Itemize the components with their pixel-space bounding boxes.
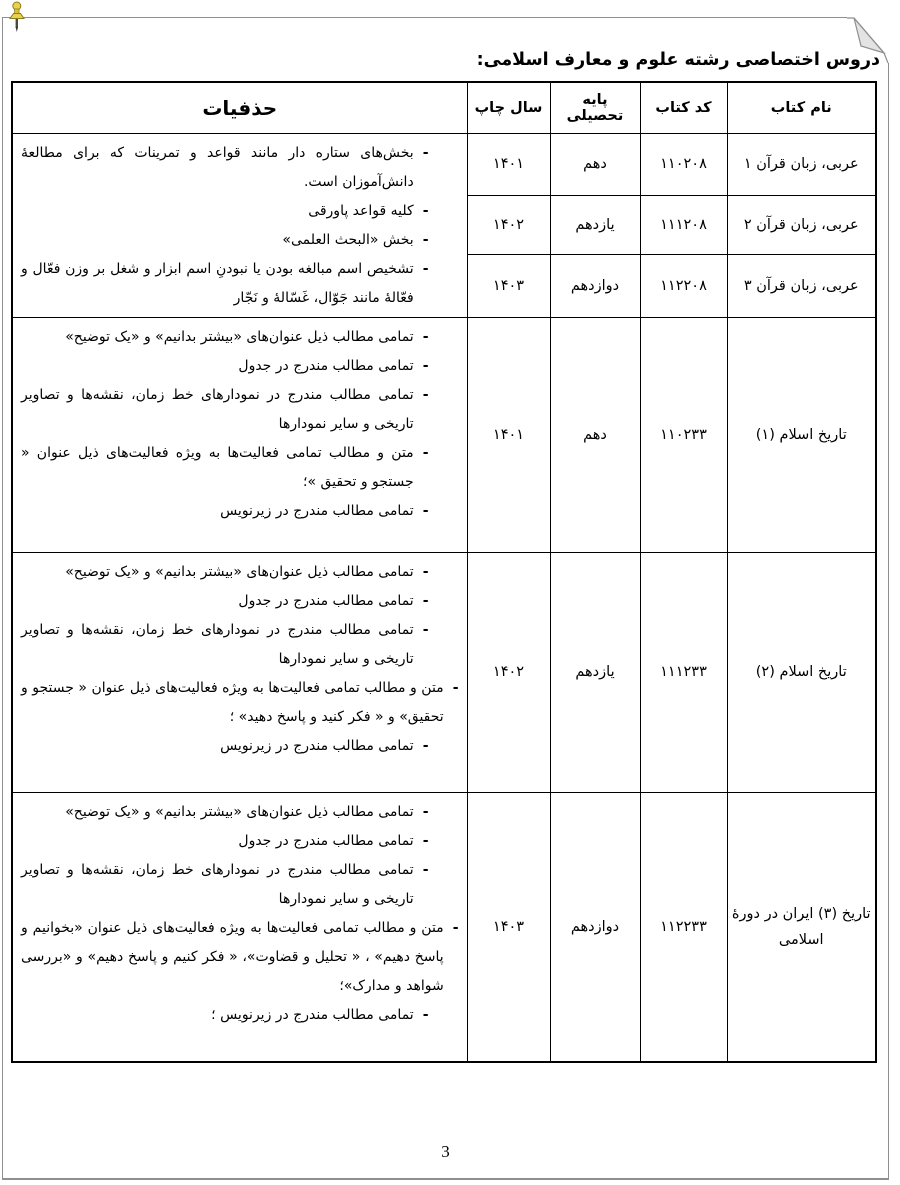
- print-year-cell: ۱۴۰۲: [467, 195, 550, 254]
- document-page: [2, 17, 889, 1180]
- book-name-cell: تاریخ اسلام (۱): [727, 317, 876, 552]
- book-code-cell: ۱۱۲۲۰۸: [640, 255, 727, 317]
- dash-marker: -: [422, 144, 429, 161]
- deletion-item: - متن و مطالب تمامی فعالیت‌ها به ویژه فعالیت‌های ذیل عنوان «بخوانیم و پاسخ دهیم» ، « تحلیل و قضاوت»، « فکر کنیم و پاسخ دهیم» و «بررسی شواهد و مدارک»؛: [21, 914, 463, 1001]
- dash-marker: -: [452, 919, 459, 936]
- book-name-cell: عربی، زبان قرآن ۳: [727, 255, 876, 317]
- book-code-cell: ۱۱۰۲۰۸: [640, 133, 727, 195]
- col-header-grade: پایه تحصیلی: [550, 82, 640, 133]
- dash-marker: -: [422, 621, 429, 638]
- table-row: [12, 552, 876, 792]
- grade-cell: دهم: [550, 317, 640, 552]
- dash-marker: -: [452, 679, 459, 696]
- deletion-item: - تمامی مطالب مندرج در زیرنویس ؛: [21, 1001, 463, 1030]
- col-header-book-name: نام کتاب: [727, 82, 876, 133]
- deletion-item: - تمامی مطالب مندرج در زیرنویس: [21, 732, 463, 761]
- dash-marker: -: [422, 1006, 429, 1023]
- deletion-item: - تمامی مطالب مندرج در جدول: [21, 352, 463, 381]
- deletion-item: - بخش «البحث العلمی»: [21, 226, 463, 255]
- deletions-cell: [12, 792, 467, 1062]
- print-year-cell: ۱۴۰۳: [467, 792, 550, 1062]
- table-header-row: [12, 82, 876, 133]
- deletion-item: - تمامی مطالب مندرج در جدول: [21, 587, 463, 616]
- dash-marker: -: [422, 832, 429, 849]
- deletion-item: - تمامی مطالب ذیل عنوان‌های «بیشتر بدانیم» و «یک توضیح»: [21, 323, 463, 352]
- dash-marker: -: [422, 737, 429, 754]
- print-year-cell: ۱۴۰۱: [467, 133, 550, 195]
- deletion-item: - تمامی مطالب ذیل عنوان‌های «بیشتر بدانیم» و «یک توضیح»: [21, 558, 463, 587]
- print-year-cell: ۱۴۰۱: [467, 317, 550, 552]
- grade-cell: یازدهم: [550, 195, 640, 254]
- col-header-book-code: کد کتاب: [640, 82, 727, 133]
- book-code-cell: ۱۱۱۲۰۸: [640, 195, 727, 254]
- dash-marker: -: [422, 444, 429, 461]
- deletion-item: - متن و مطالب تمامی فعالیت‌ها به ویژه فعالیت‌های ذیل عنوان « جستجو و تحقیق» و « فکر کنید و پاسخ دهید» ؛: [21, 674, 463, 732]
- dash-marker: -: [422, 328, 429, 345]
- dash-marker: -: [422, 803, 429, 820]
- col-header-deletions: حذفیات: [12, 82, 467, 133]
- document-title: دروس اختصاصی رشته علوم و معارف اسلامی:: [476, 50, 880, 70]
- deletion-item: - تمامی مطالب مندرج در نمودارهای خط زمان، نقشه‌ها و تصاویر تاریخی و سایر نمودارها: [21, 381, 463, 439]
- grade-cell: دوازدهم: [550, 255, 640, 317]
- dash-marker: -: [422, 861, 429, 878]
- dash-marker: -: [422, 386, 429, 403]
- dash-marker: -: [422, 260, 429, 277]
- deletion-item: - تشخیص اسم مبالغه بودن یا نبودنِ اسم ابزار و شغل بر وزن فعّال و فعّالهٔ مانند جَوّال، غَسّالهٔ و نَجّار: [21, 255, 463, 313]
- deletion-item: - تمامی مطالب مندرج در جدول: [21, 827, 463, 856]
- deletion-item: - کلیه قواعد پاورقی: [21, 197, 463, 226]
- page-content: [3, 18, 888, 1063]
- book-code-cell: ۱۱۰۲۳۳: [640, 317, 727, 552]
- deletion-item: - متن و مطالب تمامی فعالیت‌ها به ویژه فعالیت‌های ذیل عنوان « جستجو و تحقیق »؛: [21, 439, 463, 497]
- grade-cell: یازدهم: [550, 552, 640, 792]
- grade-cell: دوازدهم: [550, 792, 640, 1062]
- grade-cell: دهم: [550, 133, 640, 195]
- deletion-item: - تمامی مطالب مندرج در نمودارهای خط زمان، نقشه‌ها و تصاویر تاریخی و سایر نمودارها: [21, 616, 463, 674]
- dash-marker: -: [422, 502, 429, 519]
- table-row: [12, 317, 876, 552]
- book-name-cell: تاریخ اسلام (۲): [727, 552, 876, 792]
- deletion-item: - تمامی مطالب مندرج در زیرنویس: [21, 497, 463, 526]
- deletion-item: - تمامی مطالب مندرج در نمودارهای خط زمان، نقشه‌ها و تصاویر تاریخی و سایر نمودارها: [21, 856, 463, 914]
- dash-marker: -: [422, 563, 429, 580]
- deletions-cell: [12, 317, 467, 552]
- dash-marker: -: [422, 231, 429, 248]
- deletions-table: [11, 81, 877, 1063]
- deletions-cell: [12, 552, 467, 792]
- book-name-cell: عربی، زبان قرآن ۲: [727, 195, 876, 254]
- deletion-item: - بخش‌های ستاره دار مانند قواعد و تمرینات که برای مطالعهٔ دانش‌آموزان است.: [21, 139, 463, 197]
- table-row: [12, 133, 876, 195]
- book-code-cell: ۱۱۱۲۳۳: [640, 552, 727, 792]
- col-header-print-year: سال چاپ: [467, 82, 550, 133]
- dash-marker: -: [422, 202, 429, 219]
- table-row: [12, 792, 876, 1062]
- dash-marker: -: [422, 357, 429, 374]
- deletions-cell: [12, 133, 467, 317]
- deletion-item: - تمامی مطالب ذیل عنوان‌های «بیشتر بدانیم» و «یک توضیح»: [21, 798, 463, 827]
- book-name-cell: تاریخ (۳) ایران در دورهٔ اسلامی: [727, 792, 876, 1062]
- print-year-cell: ۱۴۰۲: [467, 552, 550, 792]
- print-year-cell: ۱۴۰۳: [467, 255, 550, 317]
- dash-marker: -: [422, 592, 429, 609]
- book-name-cell: عربی، زبان قرآن ۱: [727, 133, 876, 195]
- book-code-cell: ۱۱۲۲۳۳: [640, 792, 727, 1062]
- page-number: 3: [441, 1142, 450, 1161]
